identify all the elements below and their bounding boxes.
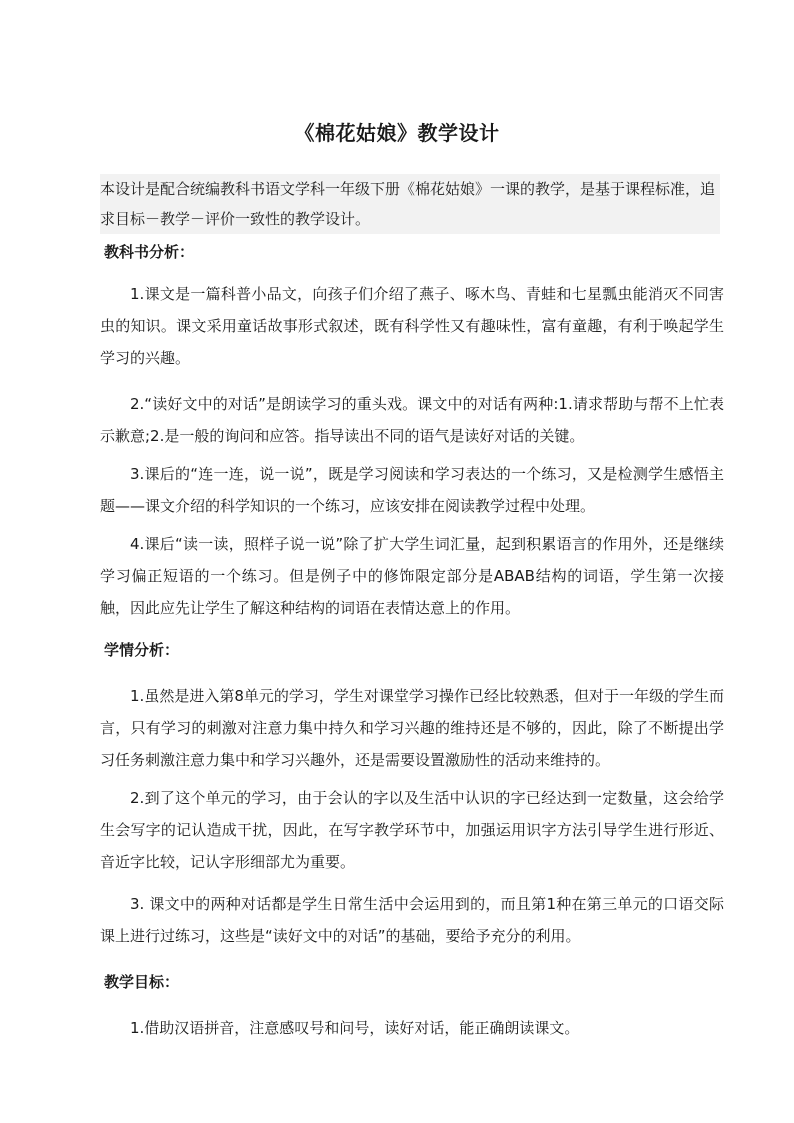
learner-analysis-paragraph-2: 2.到了这个单元的学习，由于会认的字以及生活中认识的字已经达到一定数量，这会给学生会写字的记认造成干扰，因此，在写字教学环节中，加强运用识字方法引导学生进行形近、音近字比较，记认字形细部尤为重要。 xyxy=(100,789,724,871)
section-heading-learner-analysis: 学情分析： xyxy=(104,641,180,659)
teaching-goal-1: 1.借助汉语拼音，注意感叹号和问号，读好对话，能正确朗读课文。 xyxy=(130,1019,580,1037)
textbook-analysis-paragraph-1: 1.课文是一篇科普小品文，向孩子们介绍了燕子、啄木鸟、青蛙和七星瓢虫能消灭不同害虫的知识。课文采用童话故事形式叙述，既有科学性又有趣味性，富有童趣，有利于唤起学生学习的兴趣。 xyxy=(100,285,724,367)
textbook-analysis-paragraph-2: 2.“读好文中的对话”是朗读学习的重头戏。课文中的对话有两种:1.请求帮助与帮不上忙表示歉意;2.是一般的询问和应答。指导读出不同的语气是读好对话的关键。 xyxy=(100,395,724,445)
document-title: 《棉花姑娘》教学设计 xyxy=(294,121,500,145)
textbook-analysis-paragraph-3: 3.课后的“连一连，说一说”，既是学习阅读和学习表达的一个练习，又是检测学生感悟主题——课文介绍的科学知识的一个练习，应该安排在阅读教学过程中处理。 xyxy=(100,465,724,515)
learner-analysis-paragraph-3: 3. 课文中的两种对话都是学生日常生活中会运用到的，而且第1种在第三单元的口语交际课上进行过练习，这些是“读好文中的对话”的基础，要给予充分的利用。 xyxy=(100,895,724,945)
section-heading-textbook-analysis: 教科书分析： xyxy=(104,243,195,261)
textbook-analysis-paragraph-4: 4.课后“读一读，照样子说一说”除了扩大学生词汇量，起到积累语言的作用外，还是继续学习偏正短语的一个练习。但是例子中的修饰限定部分是ABAB结构的词语，学生第一次接触，因此应先让学生了解这种结构的词语在表情达意上的作用。 xyxy=(100,535,724,617)
intro-block xyxy=(100,174,720,234)
learner-analysis-paragraph-1: 1.虽然是进入第8单元的学习，学生对课堂学习操作已经比较熟悉，但对于一年级的学生而言，只有学习的刺激对注意力集中持久和学习兴趣的维持还是不够的，因此，除了不断提出学习任务刺激注意力集中和学习兴趣外，还是需要设置激励性的活动来维持的。 xyxy=(100,687,724,769)
document-body xyxy=(100,236,724,1044)
section-heading-teaching-goals: 教学目标： xyxy=(104,973,180,991)
intro-paragraph: 本设计是配合统编教科书语文学科一年级下册《棉花姑娘》一课的教学，是基于课程标准，追求目标－教学－评价一致性的教学设计。 xyxy=(100,180,716,228)
